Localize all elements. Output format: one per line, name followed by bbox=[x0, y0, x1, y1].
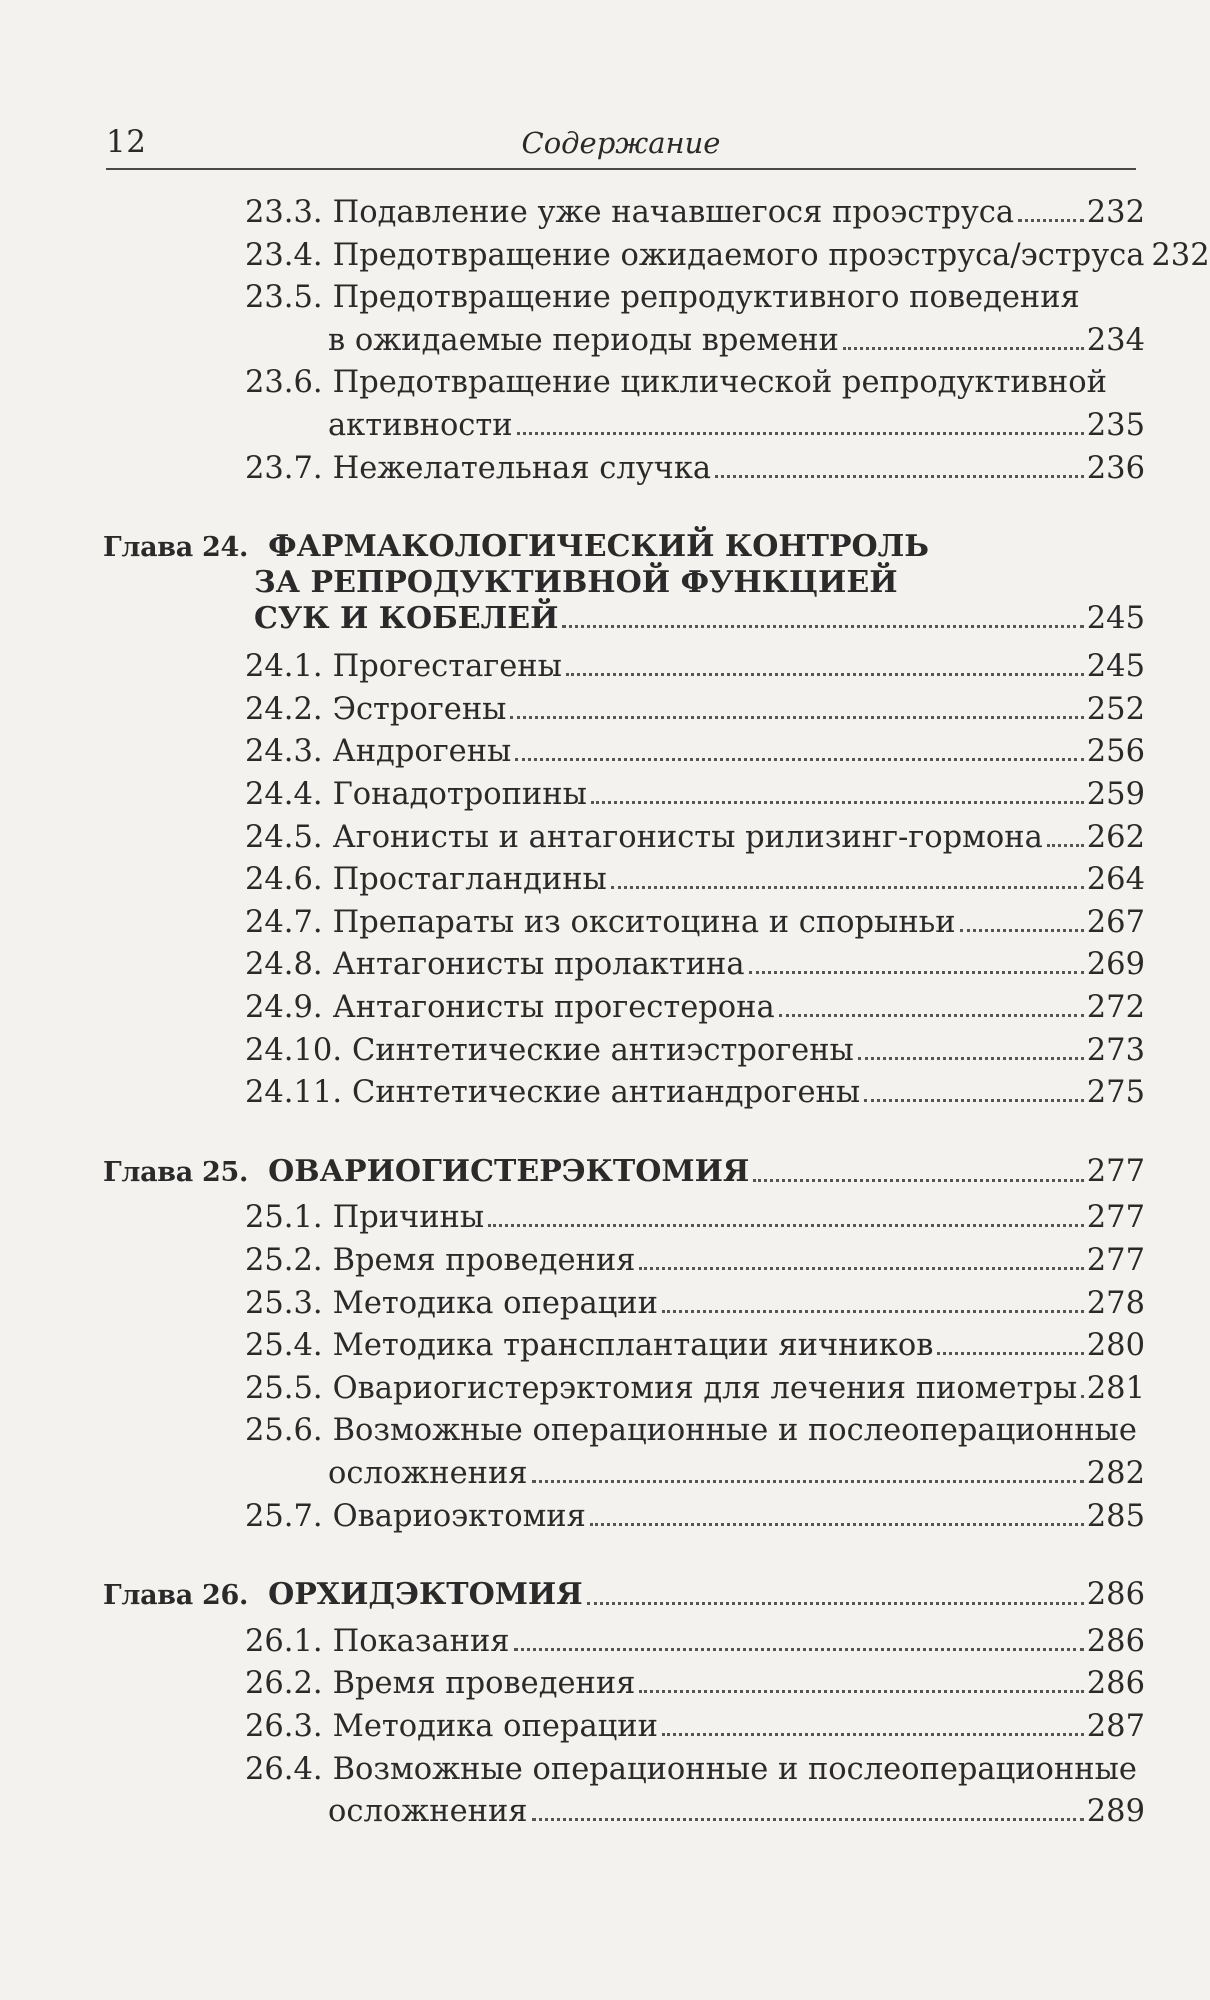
toc-line bbox=[245, 278, 1080, 318]
toc-line bbox=[328, 406, 1145, 446]
section-number: 24.11. bbox=[245, 1075, 343, 1111]
chapter-title: СУК И КОБЕЛЕЙ bbox=[254, 601, 559, 637]
section-title: Препараты из окситоцина и спорыньи bbox=[332, 904, 956, 940]
toc-line bbox=[245, 945, 1145, 985]
toc-line bbox=[328, 321, 1145, 361]
section-title: Предотвращение ожидаемого проэструса/эструса bbox=[332, 237, 1145, 273]
toc-line bbox=[245, 775, 1145, 815]
section-number: 25.3. bbox=[245, 1285, 323, 1321]
toc-line bbox=[245, 1707, 1145, 1747]
section-number: 26.4. bbox=[245, 1751, 323, 1787]
section-number: 23.5. bbox=[245, 280, 323, 316]
section-number: 25.7. bbox=[245, 1498, 323, 1534]
toc-line bbox=[245, 1622, 1145, 1662]
leader-dots bbox=[864, 1099, 1084, 1102]
leader-dots bbox=[591, 801, 1084, 804]
section-number: 24.7. bbox=[245, 904, 323, 940]
toc-line bbox=[245, 860, 1145, 900]
toc-line bbox=[328, 1792, 1145, 1832]
section-title: Подавление уже начавшегося проэструса bbox=[332, 195, 1015, 230]
toc-line bbox=[245, 236, 1210, 276]
toc-line bbox=[254, 563, 898, 603]
section-number: 23.6. bbox=[245, 365, 323, 401]
leader-dots bbox=[753, 1179, 1083, 1182]
page-ref: 277 bbox=[1086, 1243, 1145, 1278]
section-number: 24.3. bbox=[245, 734, 323, 770]
page-ref: 262 bbox=[1086, 819, 1145, 855]
section-title: Прогестагены bbox=[332, 649, 562, 685]
page-ref: 282 bbox=[1086, 1456, 1145, 1491]
section-title: в ожидаемые периоды времени bbox=[328, 322, 839, 358]
leader-dots bbox=[843, 347, 1084, 350]
page-ref: 275 bbox=[1086, 1075, 1145, 1111]
leader-dots bbox=[662, 1733, 1084, 1736]
section-number: 24.1. bbox=[245, 649, 323, 685]
toc-line bbox=[245, 193, 1145, 233]
toc-line bbox=[245, 647, 1145, 687]
page-ref: 286 bbox=[1086, 1666, 1145, 1702]
page-ref: 235 bbox=[1086, 408, 1145, 443]
section-title: Овариоэктомия bbox=[332, 1498, 586, 1534]
chapter-title: ЗА РЕПРОДУКТИВНОЙ ФУНКЦИЕЙ bbox=[254, 565, 898, 601]
page-ref: 273 bbox=[1086, 1032, 1145, 1068]
toc-line bbox=[245, 1664, 1145, 1704]
page-ref: 245 bbox=[1086, 649, 1145, 685]
toc-line bbox=[245, 1241, 1145, 1281]
section-number: 23.3. bbox=[245, 195, 323, 230]
running-head: Содержание bbox=[521, 126, 721, 160]
leader-dots bbox=[562, 625, 1083, 628]
page-ref: 286 bbox=[1086, 1623, 1145, 1659]
toc-line bbox=[103, 1575, 1145, 1616]
page-header bbox=[106, 118, 1136, 170]
section-title: Методика операции bbox=[332, 1285, 658, 1321]
page-ref: 245 bbox=[1086, 601, 1145, 637]
section-number: 23.4. bbox=[245, 237, 323, 273]
section-number: 26.2. bbox=[245, 1666, 323, 1702]
section-title: Нежелательная случка bbox=[332, 450, 712, 486]
section-number: 25.2. bbox=[245, 1243, 323, 1278]
leader-dots bbox=[1018, 219, 1084, 222]
leader-dots bbox=[779, 1014, 1084, 1017]
leader-dots bbox=[532, 1818, 1084, 1821]
section-title: Возможные операционные и послеоперационные bbox=[332, 1751, 1137, 1787]
leader-dots bbox=[749, 971, 1084, 974]
page-ref: 272 bbox=[1086, 990, 1145, 1025]
section-title: Предотвращение репродуктивного поведения bbox=[332, 280, 1080, 316]
leader-dots bbox=[639, 1267, 1083, 1270]
leader-dots bbox=[514, 1648, 1084, 1651]
chapter-title: ОВАРИОГИСТЕРЭКТОМИЯ bbox=[268, 1153, 750, 1189]
leader-dots bbox=[715, 475, 1084, 478]
toc-line bbox=[245, 1326, 1145, 1366]
page-ref: 277 bbox=[1086, 1200, 1145, 1236]
toc-line bbox=[245, 1497, 1145, 1537]
page-ref: 232 bbox=[1151, 237, 1210, 273]
toc-line bbox=[245, 1198, 1145, 1238]
section-title: осложнения bbox=[328, 1456, 528, 1491]
section-title: Простагландины bbox=[332, 862, 607, 898]
chapter-title: ФАРМАКОЛОГИЧЕСКИЙ КОНТРОЛЬ bbox=[268, 529, 929, 565]
section-title: Методика трансплантации яичников bbox=[332, 1328, 934, 1364]
leader-dots bbox=[639, 1690, 1083, 1693]
page-number: 12 bbox=[106, 124, 147, 160]
section-title: Предотвращение циклической репродуктивной bbox=[332, 365, 1107, 401]
page-ref: 286 bbox=[1086, 1577, 1145, 1613]
section-title: Андрогены bbox=[332, 734, 512, 770]
section-title: Агонисты и антагонисты рилизинг-гормона bbox=[332, 819, 1043, 855]
page-ref: 234 bbox=[1086, 322, 1145, 358]
page-ref: 264 bbox=[1086, 862, 1145, 898]
leader-dots bbox=[1047, 844, 1084, 847]
section-title: Гонадотропины bbox=[332, 777, 587, 812]
section-number: 24.6. bbox=[245, 862, 323, 898]
leader-dots bbox=[590, 1523, 1084, 1526]
section-number: 24.5. bbox=[245, 819, 323, 855]
section-title: Синтетические антиандрогены bbox=[352, 1075, 861, 1111]
toc-line bbox=[245, 732, 1145, 772]
page-ref: 289 bbox=[1086, 1794, 1145, 1830]
section-number: 24.9. bbox=[245, 990, 323, 1025]
page-ref: 269 bbox=[1086, 947, 1145, 983]
section-number: 24.2. bbox=[245, 691, 323, 727]
section-title: Антагонисты прогестерона bbox=[332, 990, 775, 1025]
chapter-label: Глава 24. bbox=[103, 532, 249, 564]
section-number: 24.4. bbox=[245, 777, 323, 812]
leader-dots bbox=[587, 1602, 1084, 1605]
section-title: Время проведения bbox=[332, 1243, 636, 1278]
leader-dots bbox=[532, 1480, 1084, 1483]
section-title: Эстрогены bbox=[332, 691, 507, 727]
section-number: 25.1. bbox=[245, 1200, 323, 1236]
leader-dots bbox=[510, 716, 1083, 719]
toc-line bbox=[245, 818, 1145, 858]
leader-dots bbox=[611, 886, 1084, 889]
chapter-label: Глава 26. bbox=[103, 1580, 249, 1612]
section-title: Синтетические антиэстрогены bbox=[352, 1032, 854, 1068]
toc-line bbox=[245, 903, 1145, 943]
page-ref: 232 bbox=[1086, 195, 1145, 230]
chapter-title: ОРХИДЭКТОМИЯ bbox=[268, 1577, 583, 1613]
toc-line bbox=[245, 1284, 1145, 1324]
section-title: Антагонисты пролактина bbox=[332, 947, 745, 983]
toc-line bbox=[245, 1411, 1137, 1451]
chapter-label: Глава 25. bbox=[103, 1156, 249, 1188]
page-ref: 236 bbox=[1086, 450, 1145, 486]
leader-dots bbox=[488, 1224, 1084, 1227]
toc-line bbox=[103, 527, 929, 568]
section-title: Причины bbox=[332, 1200, 485, 1236]
toc-line bbox=[245, 1073, 1145, 1113]
page-ref: 285 bbox=[1086, 1498, 1145, 1534]
section-title: Время проведения bbox=[332, 1666, 636, 1702]
section-number: 26.1. bbox=[245, 1623, 323, 1659]
section-title: активности bbox=[328, 408, 513, 443]
toc-line bbox=[328, 1454, 1145, 1494]
section-title: Показания bbox=[332, 1623, 510, 1659]
leader-dots bbox=[858, 1057, 1084, 1060]
toc-line bbox=[245, 690, 1145, 730]
page-ref: 267 bbox=[1086, 904, 1145, 940]
section-number: 26.3. bbox=[245, 1709, 323, 1744]
page-ref: 281 bbox=[1086, 1370, 1145, 1406]
toc-line bbox=[245, 363, 1107, 403]
toc-line bbox=[103, 1152, 1145, 1193]
section-number: 25.5. bbox=[245, 1370, 323, 1406]
section-title: Методика операции bbox=[332, 1709, 658, 1744]
page-ref: 287 bbox=[1086, 1709, 1145, 1744]
section-title: Овариогистерэктомия для лечения пиометры bbox=[332, 1370, 1078, 1406]
page-ref: 280 bbox=[1086, 1328, 1145, 1364]
page-ref: 256 bbox=[1086, 734, 1145, 770]
leader-dots bbox=[566, 673, 1084, 676]
leader-dots bbox=[1081, 1395, 1084, 1398]
section-number: 24.10. bbox=[245, 1032, 343, 1068]
section-number: 24.8. bbox=[245, 947, 323, 983]
toc-line bbox=[254, 599, 1145, 639]
leader-dots bbox=[937, 1352, 1083, 1355]
section-number: 25.6. bbox=[245, 1413, 323, 1449]
toc-line bbox=[245, 1369, 1145, 1409]
section-number: 25.4. bbox=[245, 1328, 323, 1364]
leader-dots bbox=[517, 432, 1084, 435]
page-ref: 252 bbox=[1086, 691, 1145, 727]
section-title: Возможные операционные и послеоперационные bbox=[332, 1413, 1137, 1449]
section-title: осложнения bbox=[328, 1794, 528, 1830]
leader-dots bbox=[662, 1310, 1084, 1313]
page-ref: 259 bbox=[1086, 777, 1145, 812]
leader-dots bbox=[515, 758, 1083, 761]
page-ref: 277 bbox=[1086, 1153, 1145, 1189]
leader-dots bbox=[960, 929, 1084, 932]
toc-line bbox=[245, 1750, 1137, 1790]
toc-line bbox=[245, 449, 1145, 489]
toc-line bbox=[245, 1031, 1145, 1071]
page-ref: 278 bbox=[1086, 1285, 1145, 1321]
toc-line bbox=[245, 988, 1145, 1028]
section-number: 23.7. bbox=[245, 450, 323, 486]
